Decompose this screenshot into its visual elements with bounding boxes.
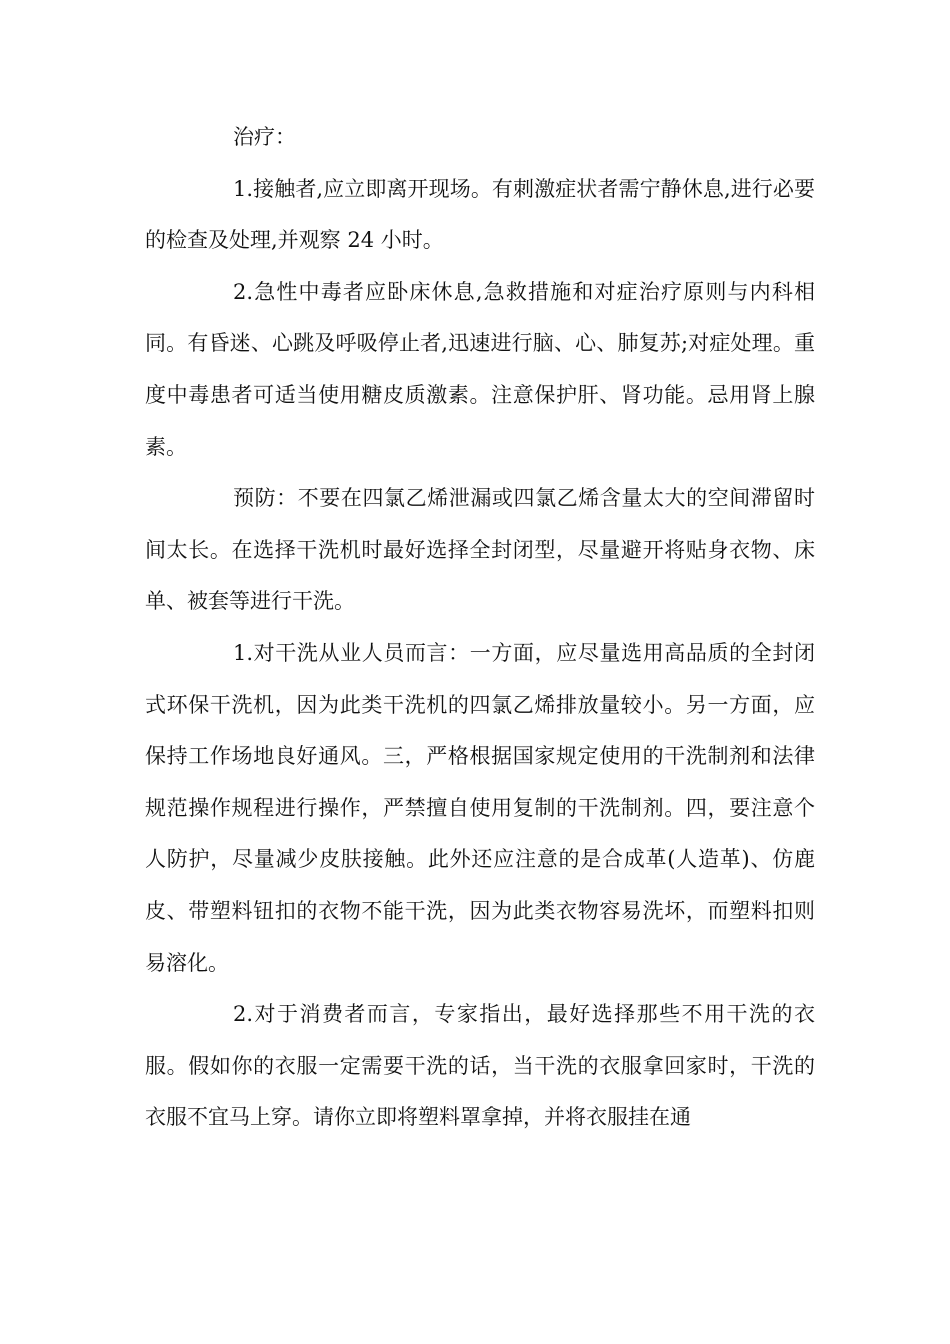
paragraph-treatment-heading: 治疗：	[233, 125, 296, 149]
paragraph-prevention: 预防：不要在四氯乙烯泄漏或四氯乙烯含量太大的空间滞留时间太长。在选择干洗机时最好选择全封闭型，尽量避开将贴身衣物、床单、被套等进行干洗。	[145, 486, 815, 614]
paragraph-prevention-1: 1.对干洗从业人员而言：一方面，应尽量选用高品质的全封闭式环保干洗机，因为此类干洗机的四氯乙烯排放量较小。另一方面，应保持工作场地良好通风。三，严格根据国家规定使用的干洗制剂和法律规范操作规程进行操作，严禁擅自使用复制的干洗制剂。四，要注意个人防护，尽量减少皮肤接触。此外还应注意的是合成革(人造革)、仿鹿皮、带塑料钮扣的衣物不能干洗，因为此类衣物容易洗坏，而塑料扣则易溶化。	[145, 640, 815, 975]
paragraph-prevention-2: 2.对于消费者而言，专家指出，最好选择那些不用干洗的衣服。假如你的衣服一定需要干洗的话，当干洗的衣服拿回家时，干洗的衣服不宜马上穿。请你立即将塑料罩拿掉，并将衣服挂在通	[145, 1002, 815, 1130]
paragraph-treatment-1: 1.接触者,应立即离开现场。有刺激症状者需宁静休息,进行必要的检查及处理,并观察 24 小时。	[145, 176, 815, 253]
document-body	[145, 112, 815, 1144]
paragraph-treatment-2: 2.急性中毒者应卧床休息,急救措施和对症治疗原则与内科相同。有昏迷、心跳及呼吸停止者,迅速进行脑、心、肺复苏;对症处理。重度中毒患者可适当使用糖皮质激素。注意保护肝、肾功能。忌用肾上腺素。	[145, 279, 815, 459]
